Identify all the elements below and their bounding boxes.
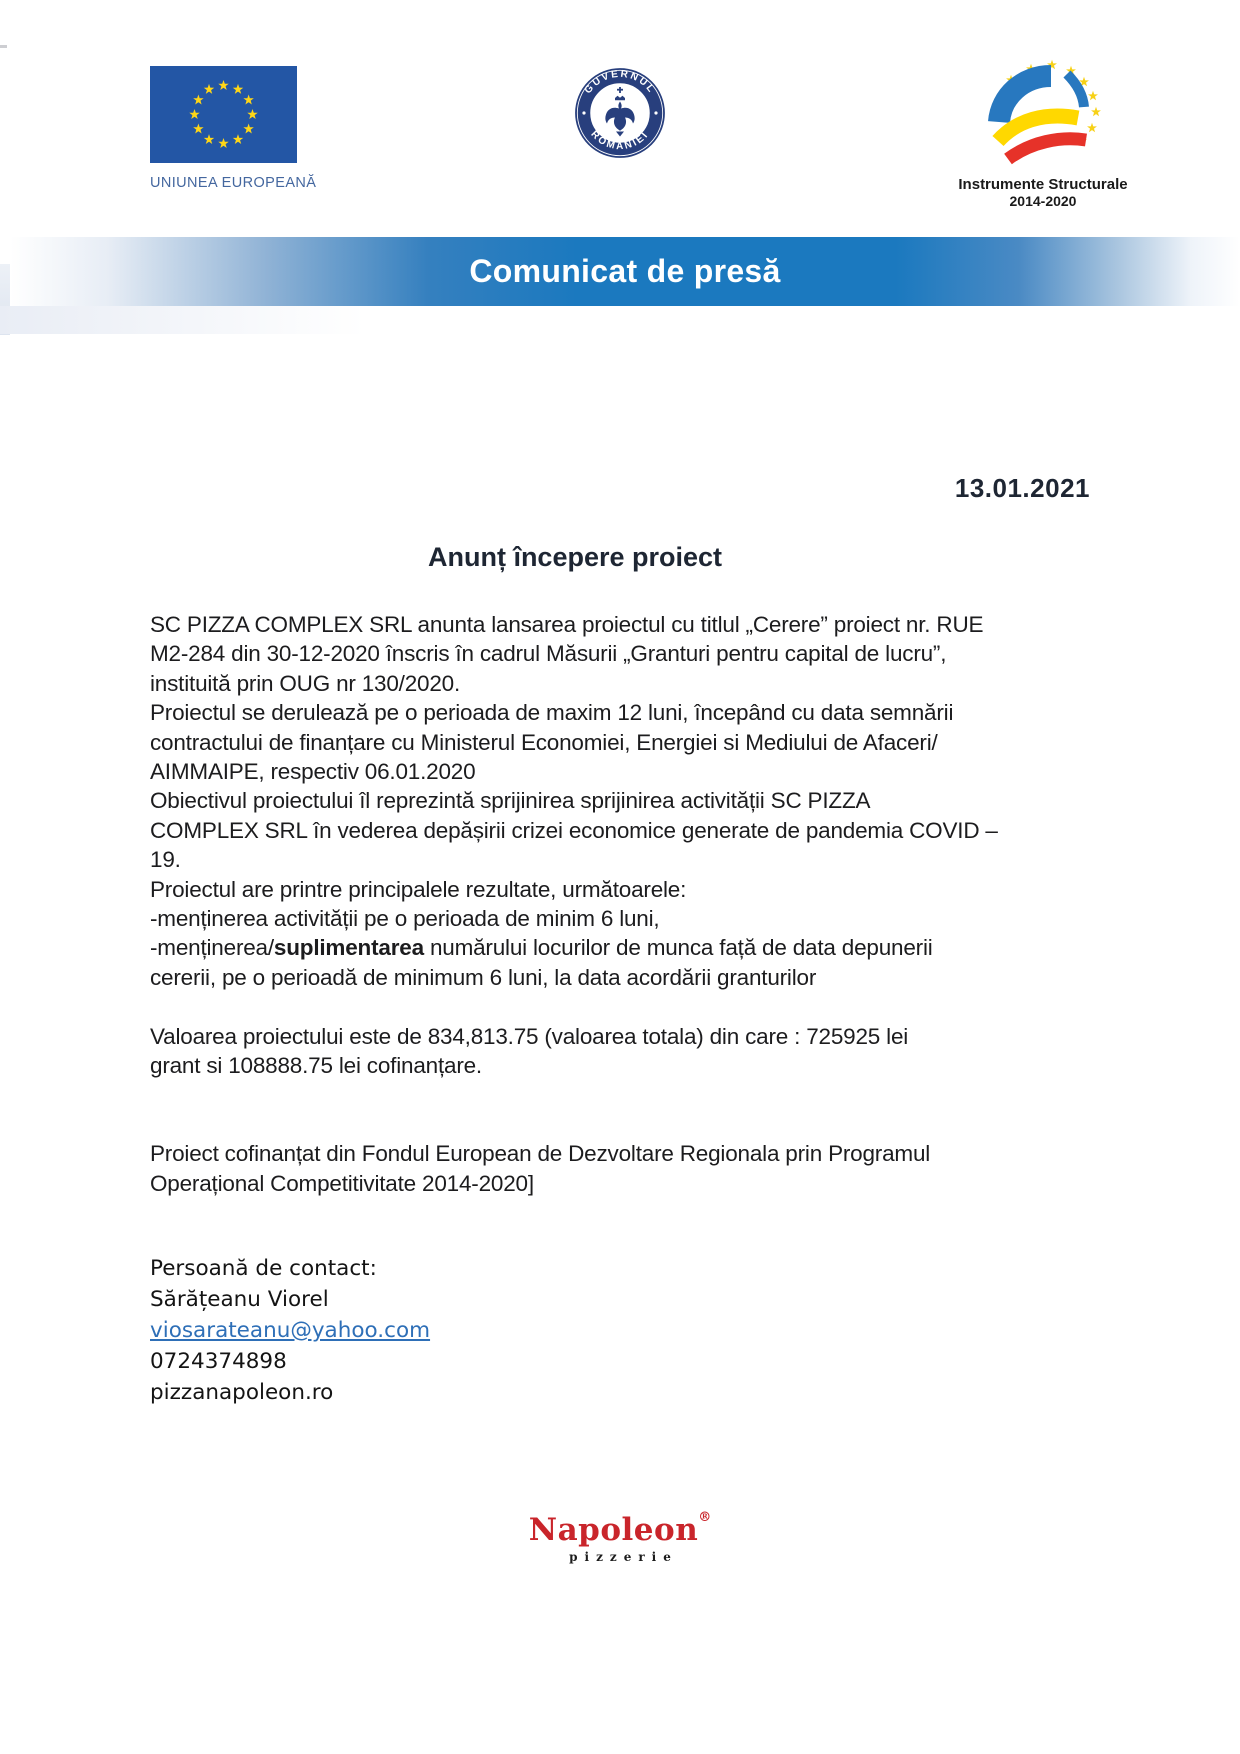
text-line: contractului de finanțare cu Ministerul Economiei, Energiei si Mediului de Afaceri/ [150, 729, 938, 755]
text-line: -menținerea/suplimentarea numărului locurilor de munca față de data depunerii [150, 935, 933, 961]
text-line: grant si 108888.75 lei cofinanțare. [150, 1053, 482, 1079]
document-title: Anunț începere proiect [427, 542, 723, 572]
government-seal-icon [574, 67, 666, 159]
contact-block [150, 1253, 1095, 1408]
eu-logo-label: UNIUNEA EUROPEANĂ [150, 175, 317, 191]
blank-line [150, 1110, 1095, 1139]
napoleon-logo [0, 1512, 1240, 1564]
text-line: M2-284 din 30-12-2020 înscris în cadrul Măsurii „Granturi pentru capital de lucru”, [150, 641, 947, 667]
blank-line [150, 992, 1095, 1021]
napoleon-tagline: pizzerie [569, 1550, 678, 1564]
structural-instruments-logo [958, 58, 1128, 209]
banner-title: Comunicat de presă [469, 253, 781, 289]
contact-phone: 0724374898 [150, 1349, 287, 1375]
text-line: -menținerea activității pe o perioada de minim 6 luni, [150, 906, 660, 932]
registered-trademark-icon: ® [698, 1510, 712, 1525]
text-line: SC PIZZA COMPLEX SRL anunta lansarea proiectul cu titlul „Cerere” proiect nr. RUE [150, 612, 984, 637]
structural-instruments-years: 2014-2020 [1009, 193, 1077, 209]
text-line: cererii, pe o perioadă de minimum 6 luni, la data acordării granturilor [150, 964, 817, 990]
contact-email-link[interactable]: viosarateanu@yahoo.com [150, 1318, 431, 1344]
eu-flag-icon [150, 66, 297, 163]
banner-shadow-bottom [0, 306, 430, 334]
text-line: COMPLEX SRL în vederea depășirii crizei economice generate de pandemia COVID – [150, 817, 998, 843]
text-line: AIMMAIPE, respectiv 06.01.2020 [150, 759, 476, 785]
structural-instruments-label: Instrumente Structurale [958, 176, 1128, 193]
press-release-banner [10, 237, 1240, 306]
document-body [150, 610, 1095, 1408]
text-line: instituită prin OUG nr 130/2020. [150, 670, 461, 696]
napoleon-brand-name: Napoleon [528, 1512, 699, 1548]
contact-heading: Persoană de contact: [150, 1256, 377, 1282]
text-line: 19. [150, 847, 181, 873]
text-line: Proiectul se derulează pe o perioada de maxim 12 luni, începând cu data semnării [150, 700, 954, 726]
contact-name: Sărățeanu Viorel [150, 1287, 329, 1313]
scan-artifact-dash [0, 45, 7, 48]
gov-seal-text-top: GUVERNUL [582, 68, 658, 97]
blank-line [150, 1081, 1095, 1110]
text-line: Obiectivul proiectului îl reprezintă sprijinirea sprijinirea activității SC PIZZA [150, 788, 871, 814]
text-line: Proiectul are printre principalele rezultate, următoarele: [150, 876, 687, 902]
document-date: 13.01.2021 [954, 473, 1090, 503]
text-line: Proiect cofinanțat din Fondul European de Dezvoltare Regionala prin Programul [150, 1141, 931, 1167]
eu-logo [150, 66, 317, 191]
structural-instruments-icon [983, 58, 1103, 176]
body-lines [150, 610, 1095, 1198]
contact-website: pizzanapoleon.ro [150, 1380, 334, 1406]
text-line: Operațional Competitivitate 2014-2020] [150, 1170, 534, 1196]
gov-seal-text-bottom: ROMÂNIEI [588, 128, 652, 153]
text-line: Valoarea proiectului este de 834,813.75 (valoarea totala) din care : 725925 lei [150, 1023, 909, 1049]
